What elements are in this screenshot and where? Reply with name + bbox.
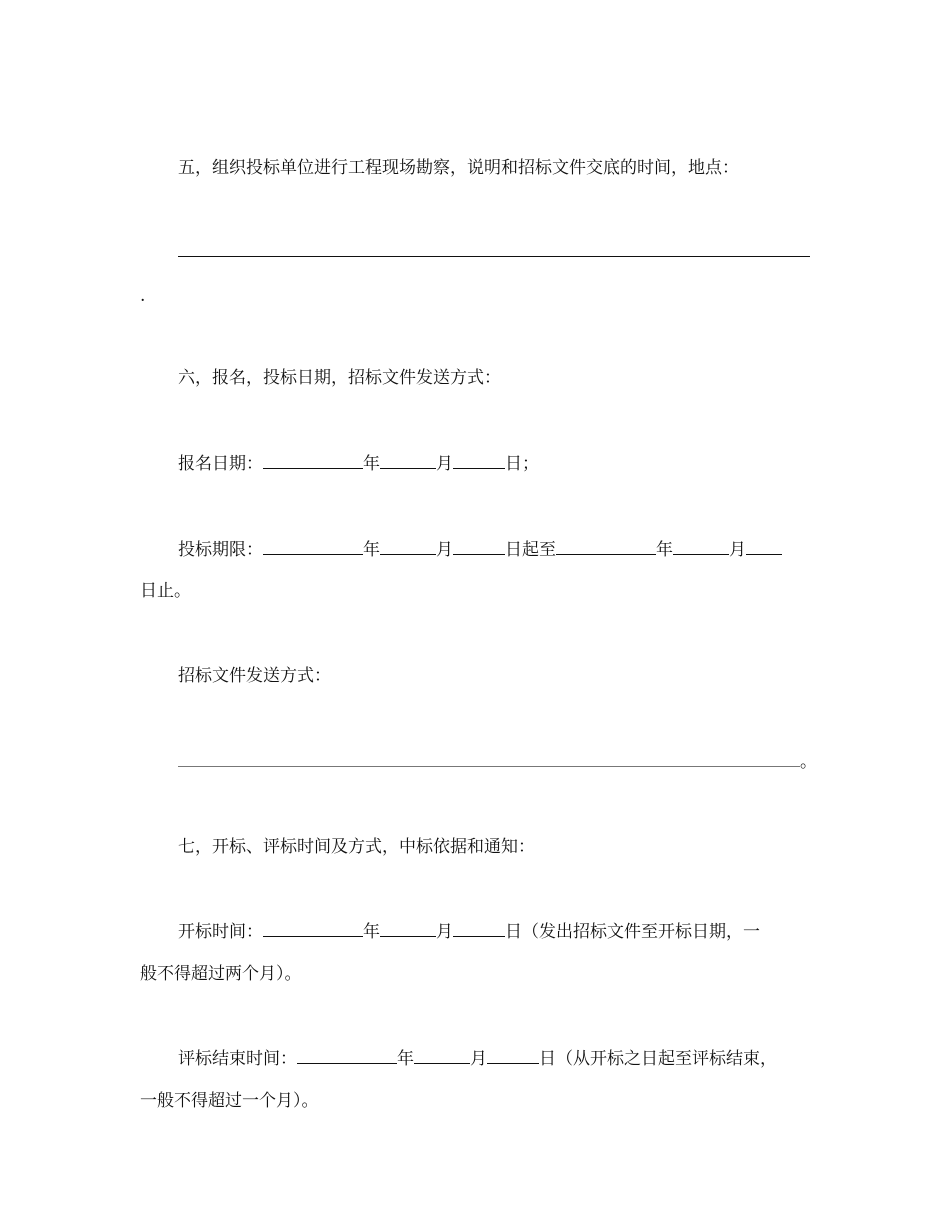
bid-period-line	[178, 538, 782, 561]
bid-end-year-blank[interactable]	[556, 538, 656, 555]
registration-month-blank[interactable]	[380, 452, 436, 469]
day-from-text: 日起至	[505, 540, 556, 560]
opening-month-blank[interactable]	[380, 920, 436, 937]
opening-time-line	[178, 920, 760, 943]
evaluation-day-blank[interactable]	[487, 1047, 539, 1064]
month-unit: 月	[729, 540, 746, 560]
bid-start-day-blank[interactable]	[453, 538, 505, 555]
evaluation-month-blank[interactable]	[414, 1047, 470, 1064]
section-5-trailing-mark: .	[140, 286, 146, 306]
section-6-heading: 六，报名，投标日期，招标文件发送方式：	[178, 368, 501, 388]
delivery-method-label: 招标文件发送方式：	[178, 666, 331, 686]
opening-time-label: 开标时间：	[178, 922, 263, 942]
section-5-fill-line	[178, 256, 810, 257]
opening-note: 日（发出招标文件至开标日期，一	[505, 922, 760, 942]
evaluation-time-line	[178, 1047, 777, 1070]
evaluation-note: 日（从开标之日起至评标结束，	[539, 1049, 777, 1069]
opening-year-blank[interactable]	[263, 920, 363, 937]
year-unit: 年	[363, 454, 380, 474]
bid-end-month-blank[interactable]	[673, 538, 729, 555]
evaluation-year-blank[interactable]	[297, 1047, 397, 1064]
opening-day-blank[interactable]	[453, 920, 505, 937]
month-unit: 月	[470, 1049, 487, 1069]
month-unit: 月	[436, 540, 453, 560]
evaluation-note-continued: 一般不得超过一个月）。	[140, 1091, 319, 1111]
delivery-end-mark: 。	[800, 752, 817, 772]
bid-start-year-blank[interactable]	[263, 538, 363, 555]
month-unit: 月	[436, 454, 453, 474]
opening-note-continued: 般不得超过两个月）。	[140, 964, 302, 984]
section-5-heading: 五，组织投标单位进行工程现场勘察，说明和招标文件交底的时间，地点：	[178, 158, 739, 178]
registration-date-label: 报名日期：	[178, 454, 263, 474]
bid-start-month-blank[interactable]	[380, 538, 436, 555]
registration-day-blank[interactable]	[453, 452, 505, 469]
bid-period-label: 投标期限：	[178, 540, 263, 560]
registration-year-blank[interactable]	[263, 452, 363, 469]
year-unit: 年	[656, 540, 673, 560]
section-7-heading: 七，开标、评标时间及方式，中标依据和通知：	[178, 837, 535, 857]
day-unit: 日；	[505, 454, 539, 474]
bid-period-end: 日止。	[140, 581, 191, 601]
bid-end-day-blank[interactable]	[746, 538, 782, 555]
month-unit: 月	[436, 922, 453, 942]
delivery-method-fill-line[interactable]	[178, 766, 800, 767]
registration-date-line	[178, 452, 539, 475]
year-unit: 年	[363, 540, 380, 560]
year-unit: 年	[397, 1049, 414, 1069]
year-unit: 年	[363, 922, 380, 942]
evaluation-time-label: 评标结束时间：	[178, 1049, 297, 1069]
